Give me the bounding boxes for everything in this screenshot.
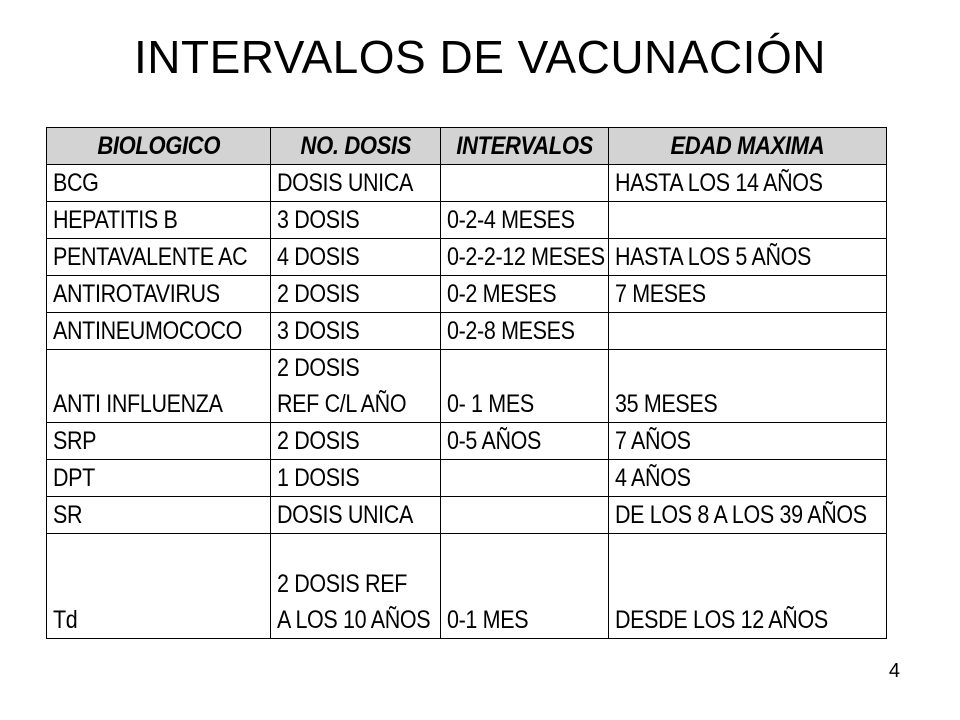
table-row (47, 239, 887, 276)
table-row (47, 423, 887, 460)
cell-edad (609, 313, 887, 350)
cell-edad: 7 MESES (609, 276, 887, 313)
cell-dosis: 3 DOSIS (271, 202, 441, 239)
cell-edad: 4 AÑOS (609, 460, 887, 497)
header-edad-maxima: EDAD MAXIMA (609, 128, 887, 165)
cell-edad: DE LOS 8 A LOS 39 AÑOS (609, 497, 887, 534)
cell-intervalos: 0-2-4 MESES (441, 202, 609, 239)
cell-biologico: SRP (47, 423, 271, 460)
cell-edad: 35 MESES (609, 350, 887, 423)
vaccination-table (46, 127, 887, 639)
header-intervalos: INTERVALOS (441, 128, 609, 165)
header-biologico: BIOLOGICO (47, 128, 271, 165)
cell-dosis: DOSIS UNICA (271, 497, 441, 534)
cell-dosis: DOSIS UNICA (271, 165, 441, 202)
cell-edad: HASTA LOS 5 AÑOS (609, 239, 887, 276)
cell-edad: DESDE LOS 12 AÑOS (609, 534, 887, 639)
cell-dosis: 2 DOSIS REF A LOS 10 AÑOS (271, 534, 441, 639)
cell-dosis: 3 DOSIS (271, 313, 441, 350)
cell-intervalos (441, 497, 609, 534)
cell-biologico: SR (47, 497, 271, 534)
cell-biologico: DPT (47, 460, 271, 497)
header-no-dosis: NO. DOSIS (271, 128, 441, 165)
cell-intervalos: 0-2-2-12 MESES (441, 239, 609, 276)
cell-biologico: HEPATITIS B (47, 202, 271, 239)
table-row (47, 497, 887, 534)
table-row (47, 350, 887, 423)
cell-dosis: 2 DOSIS (271, 423, 441, 460)
table-row (47, 313, 887, 350)
page-title: INTERVALOS DE VACUNACIÓN (134, 31, 826, 83)
table-row (47, 276, 887, 313)
table-row (47, 460, 887, 497)
cell-edad (609, 202, 887, 239)
cell-dosis: 1 DOSIS (271, 460, 441, 497)
cell-intervalos: 0-5 AÑOS (441, 423, 609, 460)
page-number: 4 (888, 660, 900, 682)
cell-dosis: 2 DOSIS REF C/L AÑO (271, 350, 441, 423)
cell-edad: 7 AÑOS (609, 423, 887, 460)
table-row (47, 165, 887, 202)
cell-biologico: ANTI INFLUENZA (47, 350, 271, 423)
cell-intervalos (441, 165, 609, 202)
cell-biologico: PENTAVALENTE AC (47, 239, 271, 276)
cell-intervalos (441, 460, 609, 497)
cell-intervalos: 0-2 MESES (441, 276, 609, 313)
cell-biologico: BCG (47, 165, 271, 202)
table-row (47, 534, 887, 639)
cell-edad: HASTA LOS 14 AÑOS (609, 165, 887, 202)
cell-dosis: 2 DOSIS (271, 276, 441, 313)
cell-intervalos: 0-1 MES (441, 534, 609, 639)
cell-biologico: Td (47, 534, 271, 639)
table-row (47, 202, 887, 239)
cell-biologico: ANTIROTAVIRUS (47, 276, 271, 313)
table-header-row (47, 128, 887, 165)
cell-dosis: 4 DOSIS (271, 239, 441, 276)
cell-intervalos: 0- 1 MES (441, 350, 609, 423)
cell-intervalos: 0-2-8 MESES (441, 313, 609, 350)
cell-biologico: ANTINEUMOCOCO (47, 313, 271, 350)
